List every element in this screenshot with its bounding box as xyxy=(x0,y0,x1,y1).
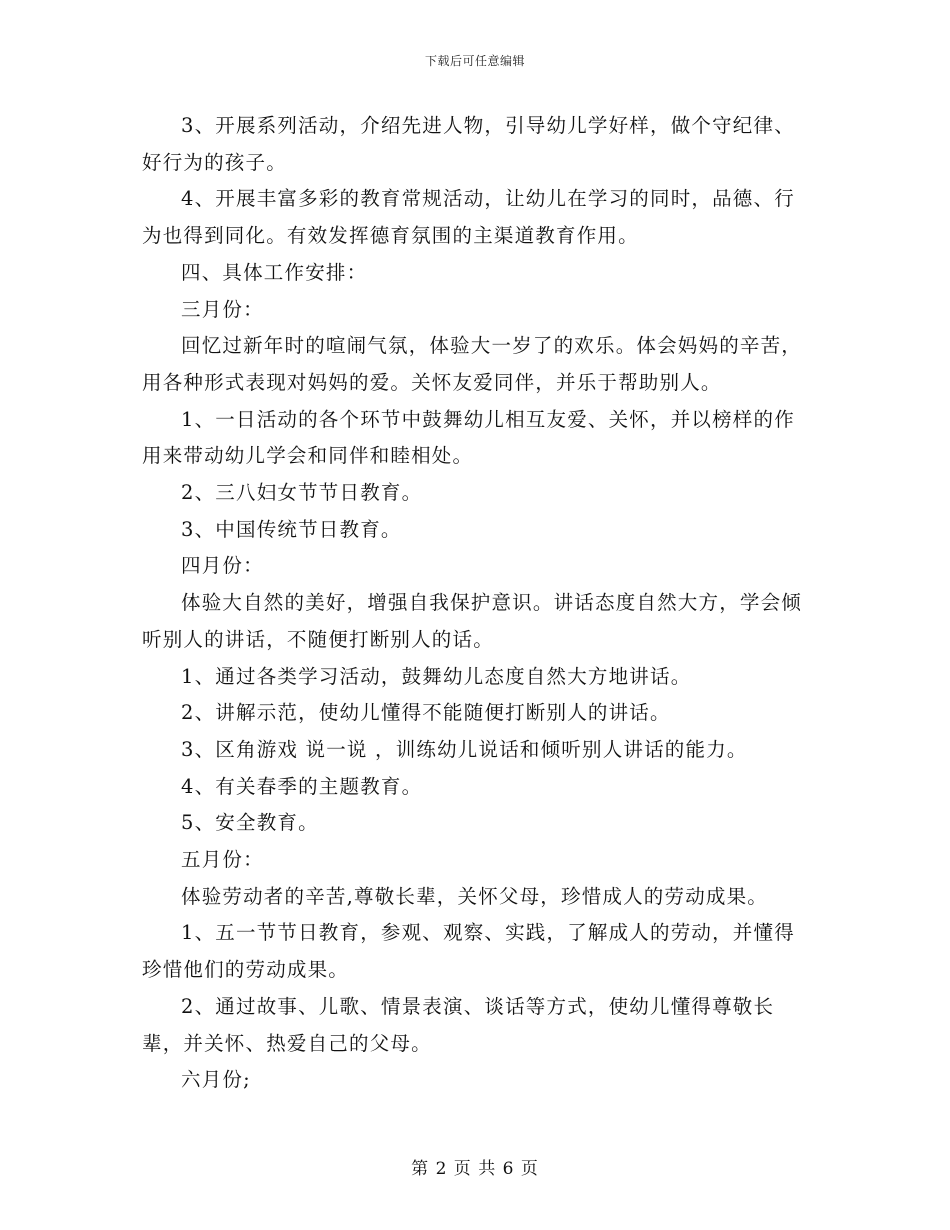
paragraph: 4、开展丰富多彩的教育常规活动，让幼儿在学习的同时，品德、行为也得到同化。有效发挥德育氛围的主渠道教育作用。 xyxy=(142,187,795,248)
paragraph: 2、讲解示范，使幼儿懂得不能随便打断别人的讲话。 xyxy=(181,701,671,725)
paragraph: 1、五一节节日教育，参观、观察、实践，了解成人的劳动，并懂得珍惜他们的劳动成果。 xyxy=(142,921,795,982)
month-heading: 六月份; xyxy=(181,1068,251,1092)
paragraph: 体验大自然的美好，增强自我保护意识。讲话态度自然大方，学会倾听别人的讲话，不随便打断别人的话。 xyxy=(142,591,803,651)
document-body xyxy=(142,108,810,1099)
paragraph: 1、通过各类学习活动，鼓舞幼儿态度自然大方地讲话。 xyxy=(181,664,692,688)
paragraph: 1、一日活动的各个环节中鼓舞幼儿相互友爱、关怀，并以榜样的作用来带动幼儿学会和同伴和睦相处。 xyxy=(142,407,795,468)
paragraph: 5、安全教育。 xyxy=(181,811,319,835)
month-heading: 四月份： xyxy=(181,554,264,578)
month-heading: 三月份： xyxy=(181,297,264,321)
page-number: 第 2 页 共 6 页 xyxy=(411,1159,539,1179)
paragraph: 2、三八妇女节节日教育。 xyxy=(181,481,423,505)
paragraph: 4、有关春季的主题教育。 xyxy=(181,774,423,798)
paragraph: 2、通过故事、儿歌、情景表演、谈话等方式，使幼儿懂得尊敬长辈，并关怀、热爱自己的父母。 xyxy=(142,994,775,1055)
paragraph: 回忆过新年时的喧闹气氛，体验大一岁了的欢乐。体会妈妈的辛苦，用各种形式表现对妈妈的爱。关怀友爱同伴，并乐于帮助别人。 xyxy=(142,334,803,394)
month-heading: 五月份： xyxy=(181,848,264,872)
section-heading: 四、具体工作安排： xyxy=(181,260,368,284)
page-header: 下载后可任意编辑 xyxy=(424,54,525,68)
paragraph: 3、开展系列活动，介绍先进人物，引导幼儿学好样，做个守纪律、好行为的孩子。 xyxy=(142,114,795,174)
paragraph: 3、区角游戏 说一说 ，训练幼儿说话和倾听别人讲话的能力。 xyxy=(181,737,748,761)
paragraph: 体验劳动者的辛苦,尊敬长辈，关怀父母，珍惜成人的劳动成果。 xyxy=(181,884,768,908)
paragraph: 3、中国传统节日教育。 xyxy=(181,517,402,541)
